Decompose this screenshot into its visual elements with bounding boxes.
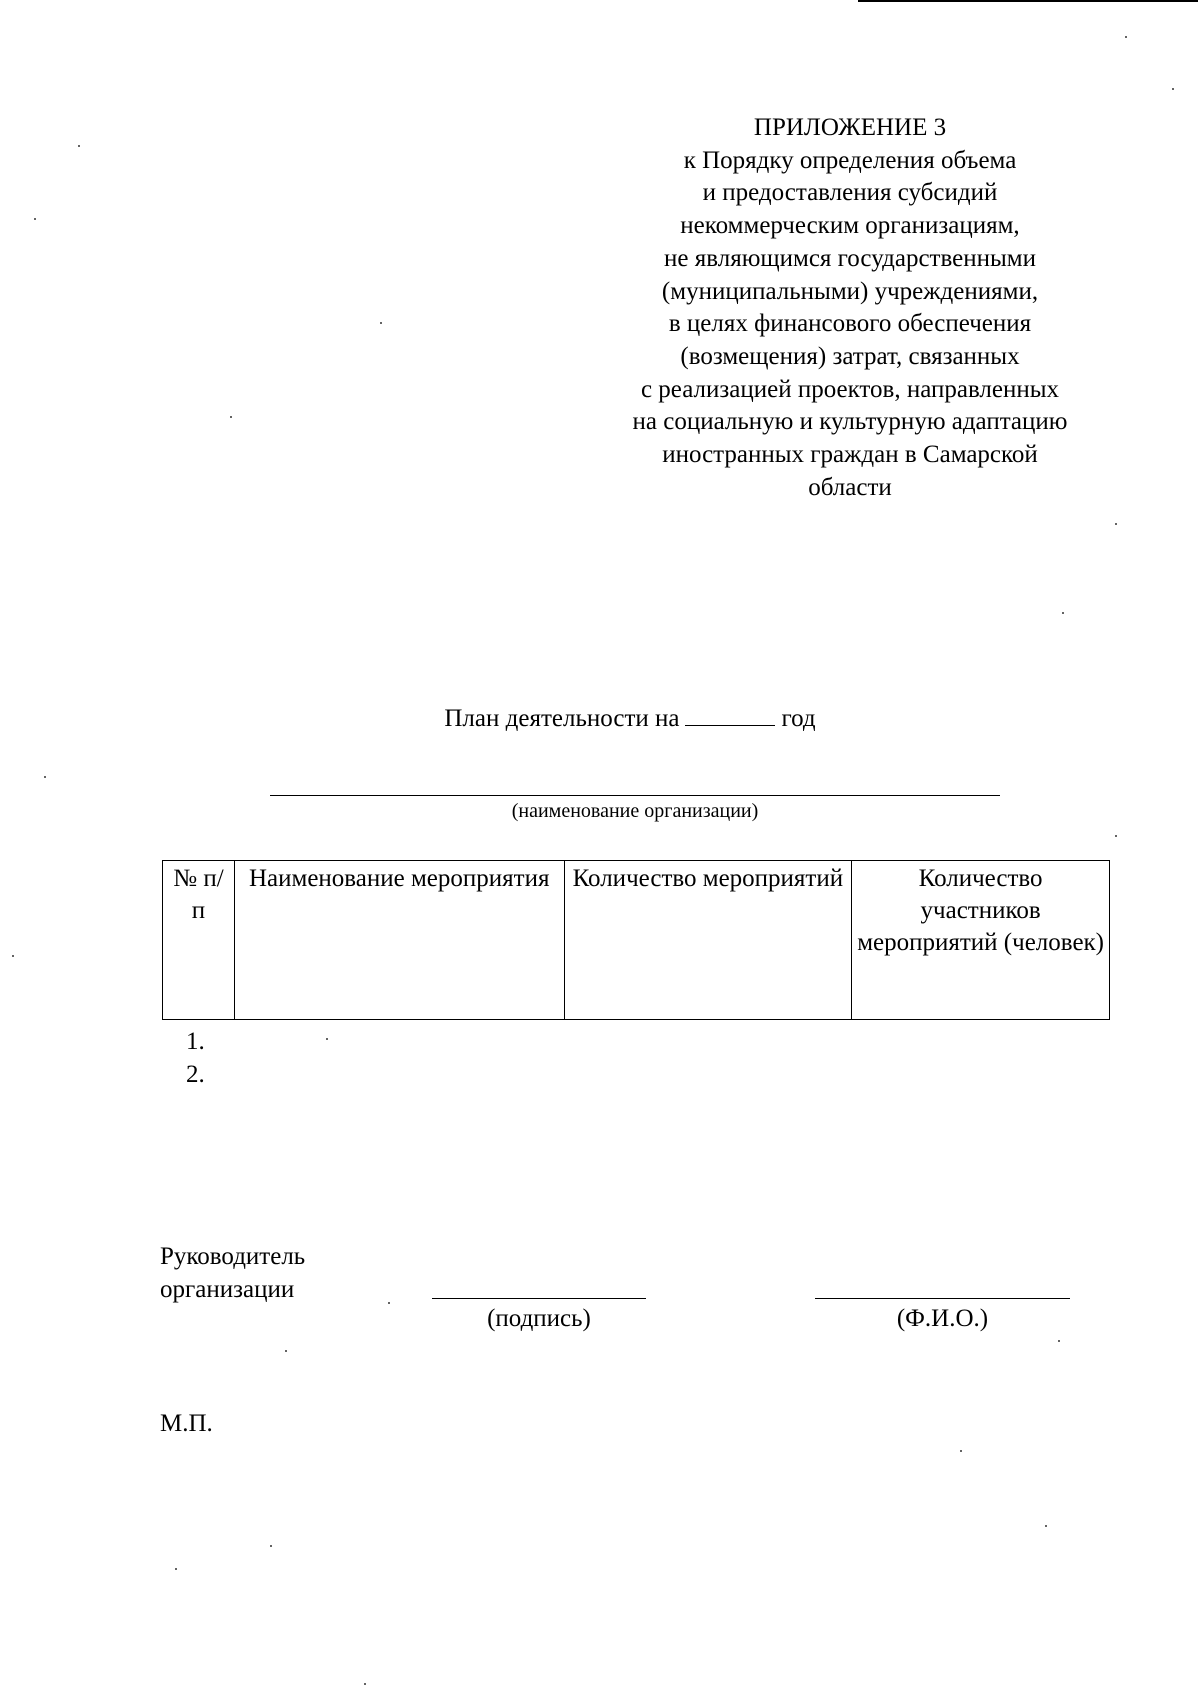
appendix-line: области (808, 473, 892, 501)
appendix-line: (возмещения) затрат, связанных (680, 342, 1020, 370)
scan-speck (1172, 88, 1174, 90)
scan-speck (1125, 36, 1127, 38)
year-blank-line (685, 725, 775, 726)
appendix-line: к Порядку определения объема (683, 146, 1017, 174)
header-participant-count: Количество участников мероприятий (человек) (852, 861, 1110, 1020)
scan-speck (1115, 835, 1117, 837)
appendix-line: и предоставления субсидий (702, 179, 998, 207)
appendix-title: ПРИЛОЖЕНИЕ 3 (753, 114, 947, 141)
plan-table (162, 860, 1110, 1020)
scan-speck (175, 1568, 177, 1570)
appendix-line: некоммерческим организациям, (680, 212, 1020, 240)
scan-speck (34, 218, 36, 220)
appendix-line: иностранных граждан в Самарской (662, 441, 1038, 469)
scan-speck (270, 1545, 272, 1547)
row-number-list (186, 1025, 205, 1091)
scan-speck (380, 322, 382, 324)
plan-title (300, 705, 960, 733)
head-label-line1: Руководитель (160, 1243, 306, 1270)
scan-speck (230, 416, 232, 418)
head-of-organization-label (160, 1240, 305, 1306)
scan-speck (44, 776, 46, 778)
scan-speck (1115, 523, 1117, 525)
scan-speck (285, 1350, 287, 1352)
scan-speck (1058, 1340, 1060, 1342)
appendix-line: на социальную и культурную адаптацию (632, 408, 1068, 436)
row-number: 1. (186, 1028, 205, 1055)
head-label-line2: организации (160, 1276, 295, 1303)
header-number: № п/п (163, 861, 235, 1020)
scan-speck (364, 1683, 366, 1685)
scan-speck (1062, 612, 1064, 614)
plan-title-suffix: год (781, 705, 816, 732)
table-header-row (163, 861, 1110, 1020)
header-event-count: Количество мероприятий (564, 861, 852, 1020)
organization-name-line (270, 795, 1000, 796)
scan-speck (960, 1450, 962, 1452)
scan-speck (326, 1038, 328, 1040)
stamp-place-label: М.П. (160, 1410, 213, 1437)
appendix-line: не являющимся государственными (664, 244, 1036, 272)
appendix-line: в целях финансового обеспечения (668, 310, 1032, 338)
signature-line (432, 1298, 646, 1299)
scan-speck (1045, 1525, 1047, 1527)
full-name-caption: (Ф.И.О.) (896, 1305, 989, 1332)
scan-speck (78, 145, 80, 147)
row-number: 2. (186, 1061, 205, 1088)
scan-speck (12, 955, 14, 957)
signature-caption: (подпись) (487, 1305, 591, 1332)
appendix-header (585, 112, 1115, 504)
appendix-line: (муниципальными) учреждениями, (661, 277, 1039, 305)
full-name-line (815, 1298, 1070, 1299)
header-event-name: Наименование мероприятия (234, 861, 564, 1020)
plan-title-prefix: План деятельности на (444, 705, 680, 732)
organization-caption: (наименование организации) (511, 800, 759, 822)
top-edge-rule (858, 0, 1198, 2)
scan-speck (388, 1302, 390, 1304)
appendix-line: с реализацией проектов, направленных (640, 375, 1060, 403)
